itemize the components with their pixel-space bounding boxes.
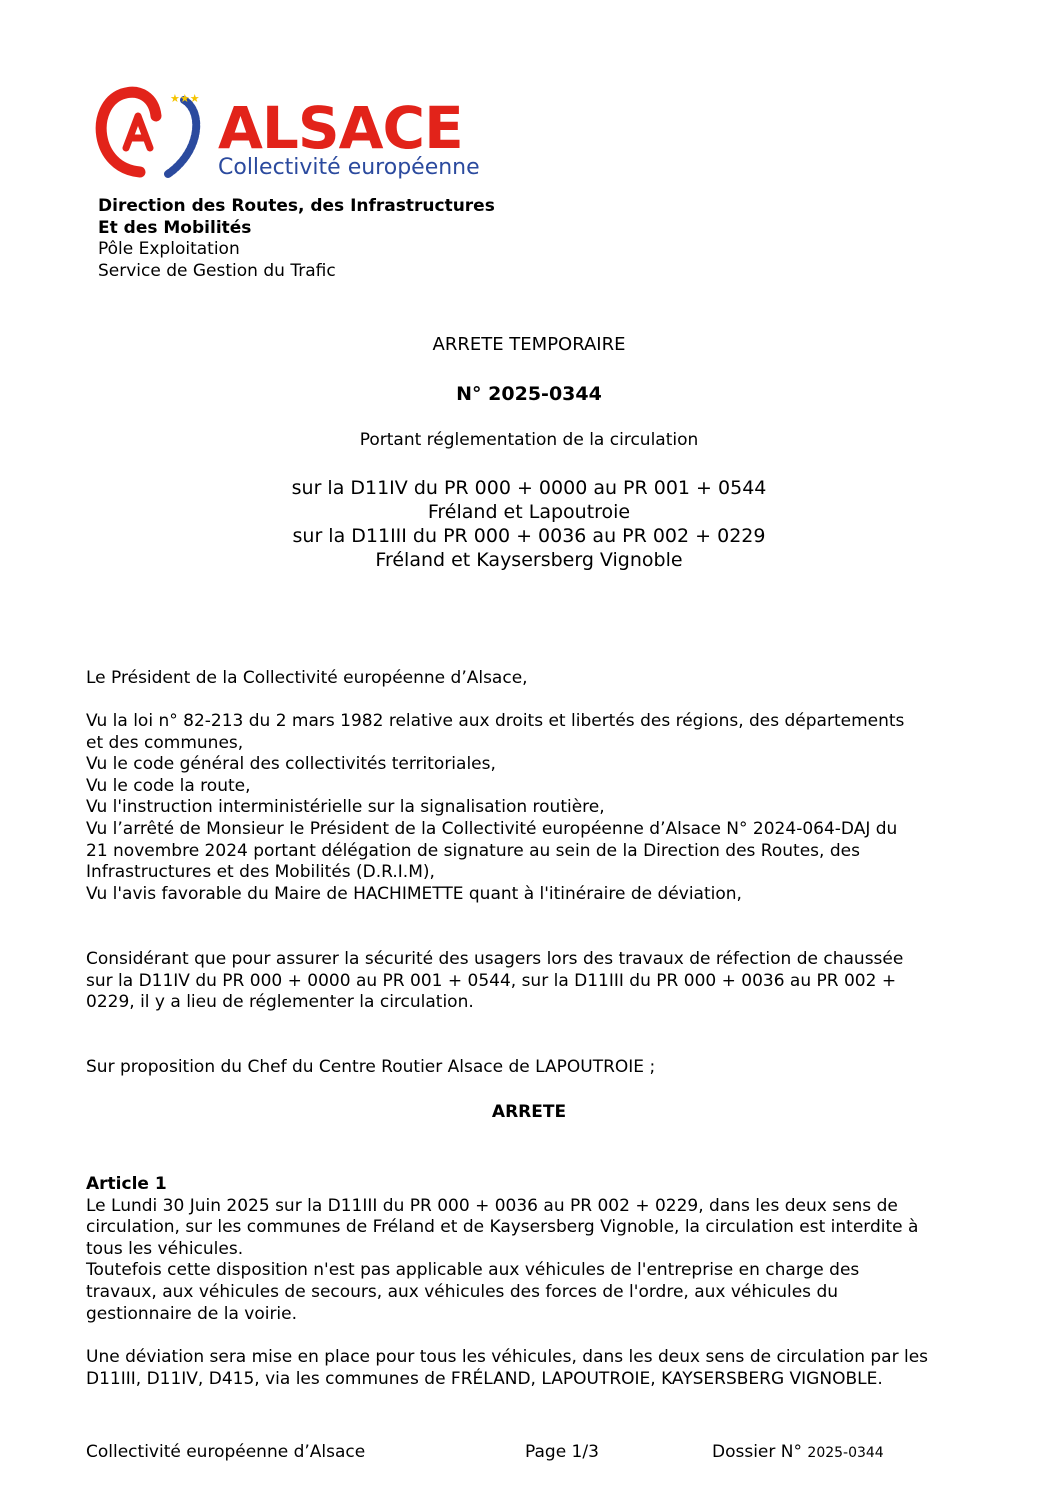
road-line: Fréland et Kaysersberg Vignoble (375, 549, 683, 571)
article-line: Toutefois cette disposition n'est pas applicable aux véhicules de l'entreprise en charge des (86, 1260, 860, 1281)
article-line: gestionnaire de la voirie. (86, 1303, 298, 1324)
article-line: tous les véhicules. (86, 1238, 244, 1259)
road-line: sur la D11III du PR 000 + 0036 au PR 002 + 0229 (292, 525, 766, 547)
document-subject: Portant réglementation de la circulation (359, 430, 699, 450)
logo-swoosh-icon (168, 100, 196, 174)
deviation-line: D11III, D11IV, D415, via les communes de FRÉLAND, LAPOUTROIE, KAYSERSBERG VIGNOBLE. (86, 1368, 883, 1389)
footer-dossier (712, 1442, 884, 1462)
vu-line: Vu l’arrêté de Monsieur le Président de la Collectivité européenne d’Alsace N° 2024-064-DAJ du (86, 818, 898, 839)
considerant-line: sur la D11IV du PR 000 + 0000 au PR 001 + 0544, sur la D11III du PR 000 + 0036 au PR 002 + (86, 970, 897, 991)
deviation-line: Une déviation sera mise en place pour tous les véhicules, dans les deux sens de circulation par les (86, 1347, 929, 1367)
vu-line: Infrastructures et des Mobilités (D.R.I.M), (86, 862, 435, 883)
road-list (0, 476, 1058, 572)
vu-paragraph (86, 711, 976, 905)
vu-line: Vu le code la route, (86, 775, 251, 796)
department-line: Pôle Exploitation (98, 239, 240, 259)
logo-name: ALSACE (218, 94, 463, 162)
article-1 (86, 1174, 976, 1325)
logo-a-icon (126, 116, 150, 148)
alsace-logo (92, 86, 480, 181)
article-line: circulation, sur les communes de Fréland et de Kaysersberg Vignoble, la circulation est interdite à (86, 1217, 919, 1238)
deviation-paragraph (86, 1347, 976, 1390)
considerant-line: Considérant que pour assurer la sécurité des usagers lors des travaux de réfection de chaussée (86, 949, 904, 969)
logo-stars-icon: ★★★ (170, 92, 200, 105)
proposition-paragraph: Sur proposition du Chef du Centre Routier Alsace de LAPOUTROIE ; (86, 1057, 656, 1077)
document-number: N° 2025-0344 (456, 383, 602, 405)
footer-org: Collectivité européenne d’Alsace (86, 1442, 366, 1462)
road-line: sur la D11IV du PR 000 + 0000 au PR 001 + 0544 (291, 477, 767, 499)
vu-line: 21 novembre 2024 portant délégation de signature au sein de la Direction des Routes, des (86, 840, 860, 861)
department-line: Direction des Routes, des Infrastructures (98, 196, 495, 216)
vu-line: Vu le code général des collectivités territoriales, (86, 754, 496, 775)
dossier-label: Dossier N° (712, 1442, 802, 1462)
vu-line: et des communes, (86, 732, 244, 753)
department-line: Et des Mobilités (98, 217, 252, 238)
vu-line: Vu l'avis favorable du Maire de HACHIMETTE quant à l'itinéraire de déviation, (86, 883, 742, 904)
road-line: Fréland et Lapoutroie (427, 501, 631, 523)
document-type: ARRETE TEMPORAIRE (432, 334, 626, 355)
article-heading: Article 1 (86, 1174, 167, 1194)
intro-paragraph: Le Président de la Collectivité européenne d’Alsace, (86, 668, 528, 688)
arrete-heading: ARRETE (491, 1102, 567, 1122)
article-line: travaux, aux véhicules de secours, aux véhicules des forces de l'ordre, aux véhicules du (86, 1281, 839, 1302)
department-line: Service de Gestion du Trafic (98, 260, 336, 281)
considerant-paragraph (86, 949, 976, 1014)
dossier-number: 2025-0344 (807, 1445, 884, 1461)
vu-line: Vu l'instruction interministérielle sur la signalisation routière, (86, 797, 605, 818)
article-line: Le Lundi 30 Juin 2025 sur la D11III du PR 000 + 0036 au PR 002 + 0229, dans les deux sens de (86, 1195, 898, 1216)
footer-page: Page 1/3 (525, 1442, 599, 1462)
department-block (98, 196, 495, 282)
considerant-line: 0229, il y a lieu de réglementer la circulation. (86, 992, 474, 1013)
vu-line: Vu la loi n° 82-213 du 2 mars 1982 relative aux droits et libertés des régions, des départements (86, 711, 905, 731)
logo-subtitle: Collectivité européenne (218, 155, 480, 180)
